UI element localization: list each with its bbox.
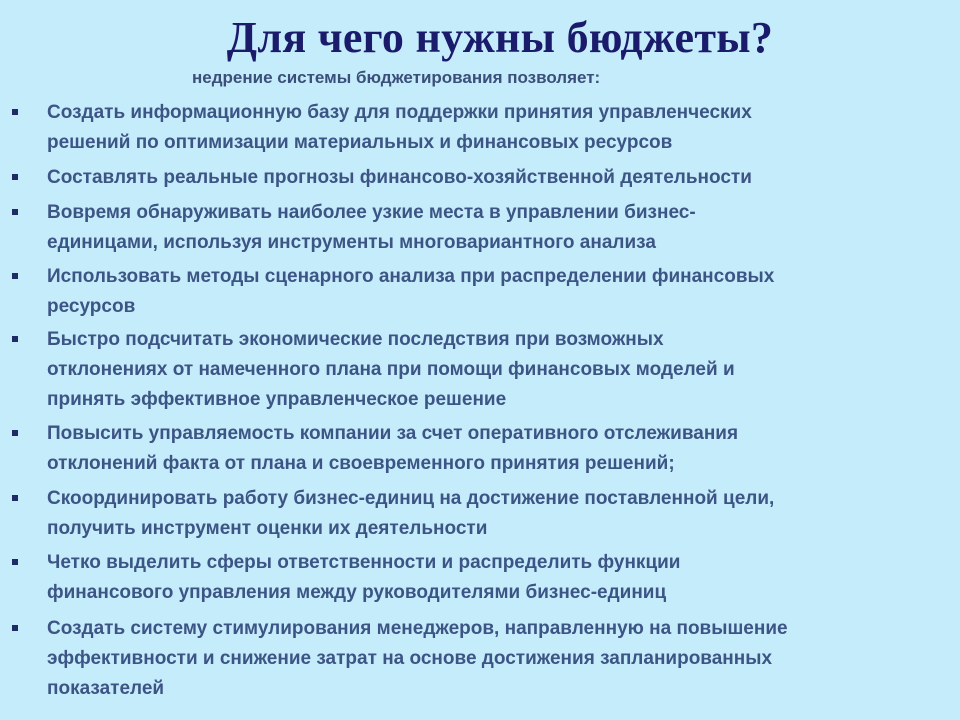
square-bullet-icon (12, 109, 18, 115)
square-bullet-icon (12, 209, 18, 215)
bullet-text: Быстро подсчитать экономические последствия при возможных отклонениях от намеченного плана при помощи финансовых моделей и принять эффективное управленческое решение (47, 329, 735, 410)
square-bullet-icon (12, 430, 18, 436)
slide-title: Для чего нужны бюджеты? (226, 13, 774, 62)
bullet-text: Составлять реальные прогнозы финансово-хозяйственной деятельности (47, 167, 752, 188)
bullet-text: Использовать методы сценарного анализа при распределении финансовых ресурсов (47, 266, 775, 317)
bullet-text: Повысить управляемость компании за счет оперативного отслеживания отклонений факта от плана и своевременного принятия решений; (47, 423, 739, 474)
bullet-text: Создать систему стимулирования менеджеров, направленную на повышение эффективности и снижение затрат на основе достижения запланированных показателей (47, 618, 788, 699)
square-bullet-icon (12, 495, 18, 501)
bullet-text: Четко выделить сферы ответственности и распределить функции финансового управления между руководителями бизнес-единиц (47, 552, 681, 603)
square-bullet-icon (12, 625, 18, 631)
bullet-text: Скоординировать работу бизнес-единиц на достижение поставленной цели, получить инструмент оценки их деятельности (47, 488, 775, 539)
square-bullet-icon (12, 559, 18, 565)
square-bullet-icon (12, 336, 18, 342)
square-bullet-icon (12, 174, 18, 180)
bullet-text: Вовремя обнаруживать наиболее узкие места в управлении бизнес- единицами, используя инструменты многовариантного анализа (47, 202, 696, 253)
bullet-text: Создать информационную базу для поддержки принятия управленческих решений по оптимизации материальных и финансовых ресурсов (47, 102, 752, 153)
slide-subtitle: недрение системы бюджетирования позволяет: (192, 68, 601, 87)
square-bullet-icon (12, 273, 18, 279)
